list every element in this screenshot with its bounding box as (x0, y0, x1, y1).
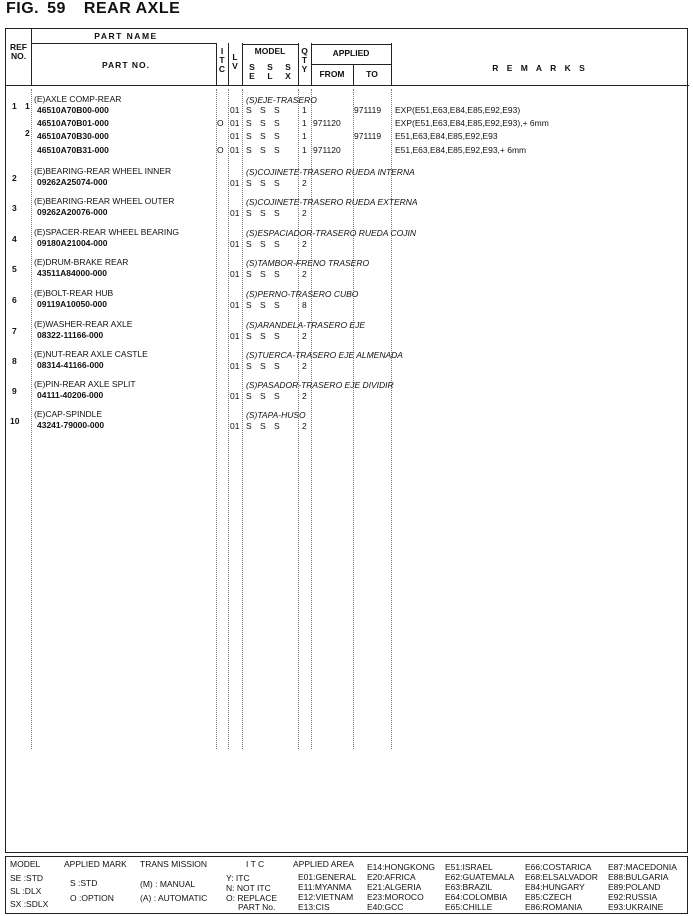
legend-itc-title: I T C (246, 859, 265, 869)
part-number: 08314-41166-000 (37, 360, 104, 370)
legend-model: SL :DLX (10, 886, 42, 896)
model-values: S S S (246, 269, 280, 279)
legend-itc: N: NOT ITC (226, 883, 271, 893)
applied-to: 971119 (354, 105, 382, 115)
figure-title (6, 0, 180, 18)
legend-area: E21:ALGERIA (367, 882, 422, 892)
fig-name: REAR AXLE (83, 0, 181, 17)
itc-header: I T C (218, 46, 226, 74)
part-number: 43511A84000-000 (37, 268, 107, 278)
legend-area: E64:COLOMBIA (445, 892, 508, 902)
lv-value: 01 (230, 331, 240, 341)
legend-area: E40:GCC (367, 902, 404, 912)
ref-number: 7 (12, 326, 17, 336)
legend-area: E20:AFRICA (367, 872, 416, 882)
model-values: S S S (246, 239, 280, 249)
part-number: 08322-11166-000 (37, 330, 104, 340)
spanish-name: (S)COJINETE-TRASERO RUEDA EXTERNA (246, 197, 418, 207)
model-values: S S S (246, 178, 280, 188)
spanish-name: (S)ARANDELA-TRASERO EJE (246, 320, 366, 330)
part-name: (E)WASHER-REAR AXLE (34, 319, 133, 329)
legend-area: E87:MACEDONIA (608, 862, 677, 872)
model-values: S S S (246, 300, 280, 310)
itc-value: O (217, 118, 224, 128)
lv-header: L V (232, 52, 238, 71)
part-number: 46510A70B01-000 (37, 118, 109, 128)
applied-from: 971120 (313, 145, 341, 155)
lv-value: 01 (230, 178, 240, 188)
part-name: (E)NUT-REAR AXLE CASTLE (34, 349, 148, 359)
part-number: 09262A20076-000 (37, 207, 108, 217)
legend-area: E89:POLAND (608, 882, 661, 892)
part-number: 46510A70B31-000 (37, 145, 109, 155)
spanish-name: (S)TAMBOR-FRENO TRASERO (246, 258, 370, 268)
ref-number: 4 (12, 234, 17, 244)
fig-number: 59 (47, 0, 66, 17)
model-values: S S S (246, 105, 280, 115)
part-name: (E)BEARING-REAR WHEEL OUTER (34, 196, 175, 206)
qty-value: 8 (302, 300, 307, 310)
model-values: S S S (246, 331, 280, 341)
part-number: 43241-79000-000 (37, 420, 105, 430)
parts-table (5, 28, 688, 853)
legend-area: E86:ROMANIA (525, 902, 583, 912)
part-name: (E)DRUM-BRAKE REAR (34, 257, 129, 267)
qty-value: 1 (302, 105, 307, 115)
qty-value: 2 (302, 178, 307, 188)
remarks-value: EXP(E51,E63,E84,E85,E92,E93),+ 6mm (395, 118, 549, 128)
legend-area: E66:COSTARICA (525, 862, 592, 872)
model-values: S S S (246, 208, 280, 218)
spanish-name: (S)PERNO-TRASERO CUBO (246, 289, 359, 299)
applied-header: APPLIED (332, 48, 370, 58)
lv-value: 01 (230, 131, 240, 141)
remarks-header: R E M A R K S (492, 63, 588, 73)
qty-value: 2 (302, 331, 307, 341)
model-values: S S S (246, 145, 280, 155)
qty-value: 2 (302, 208, 307, 218)
legend-itc: PART No. (238, 902, 276, 912)
qty-value: 1 (302, 118, 307, 128)
legend-trans: (A) : AUTOMATIC (140, 893, 208, 903)
from-header: FROM (319, 69, 345, 79)
model-values: S S S (246, 118, 280, 128)
model-col-se: S E (249, 62, 255, 81)
ref-number: 5 (12, 264, 17, 274)
qty-value: 2 (302, 391, 307, 401)
spanish-name: (S)COJINETE-TRASERO RUEDA INTERNA (246, 167, 415, 177)
legend-applied-mark: O :OPTION (70, 893, 114, 903)
legend-area: E51:ISRAEL (445, 862, 493, 872)
sub-number: 1 (25, 101, 30, 111)
applied-to: 971119 (354, 131, 382, 141)
to-header: TO (366, 69, 378, 79)
lv-value: 01 (230, 300, 240, 310)
ref-number: 2 (12, 173, 17, 183)
legend-area: E11:MYANMA (298, 882, 352, 892)
legend-trans: (M) : MANUAL (140, 879, 196, 889)
spanish-name: (S)ESPACIADOR-TRASERO RUEDA COJIN (246, 228, 417, 238)
ref-number: 3 (12, 203, 17, 213)
qty-value: 2 (302, 361, 307, 371)
ref-number: 6 (12, 295, 17, 305)
ref-number: 10 (10, 416, 20, 426)
lv-value: 01 (230, 421, 240, 431)
itc-value: O (217, 145, 224, 155)
legend-applied-mark: S :STD (70, 878, 98, 888)
legend-trans-title: TRANS MISSION (140, 859, 208, 869)
legend-area-title: APPLIED AREA (293, 859, 354, 869)
legend-area: E92:RUSSIA (608, 892, 658, 902)
model-values: S S S (246, 421, 280, 431)
applied-from: 971120 (313, 118, 341, 128)
spanish-name: (S)TUERCA-TRASERO EJE ALMENADA (246, 350, 403, 360)
legend-model: SE :STD (10, 873, 44, 883)
spanish-name: (S)EJE-TRASERO (246, 95, 317, 105)
qty-value: 1 (302, 131, 307, 141)
qty-value: 2 (302, 421, 307, 431)
fig-label: FIG. (6, 0, 40, 17)
lv-value: 01 (230, 105, 240, 115)
part-number: 09180A21004-000 (37, 238, 108, 248)
part-number: 46510A70B30-000 (37, 131, 109, 141)
legend-area: E12:VIETNAM (298, 892, 354, 902)
model-values: S S S (246, 361, 280, 371)
legend-area: E68:ELSALVADOR (525, 872, 598, 882)
model-values: S S S (246, 131, 280, 141)
legend-area: E88:BULGARIA (608, 872, 669, 882)
part-name: (E)SPACER-REAR WHEEL BEARING (34, 227, 179, 237)
part-number: 09262A25074-000 (37, 177, 108, 187)
part-number: 09119A10050-000 (37, 299, 107, 309)
lv-value: 01 (230, 391, 240, 401)
legend (5, 856, 688, 914)
legend-area: E01:GENERAL (298, 872, 357, 882)
qty-value: 1 (302, 145, 307, 155)
remarks-value: E51,E63,E84,E85,E92,E93,+ 6mm (395, 145, 527, 155)
legend-area: E85:CZECH (525, 892, 572, 902)
legend-area: E93:UKRAINE (608, 902, 664, 912)
part-name: (E)PIN-REAR AXLE SPLIT (34, 379, 136, 389)
ref-number: 9 (12, 386, 17, 396)
part-no-header: PART NO. (102, 60, 150, 70)
legend-area: E23:MOROCO (367, 892, 424, 902)
model-values: S S S (246, 391, 280, 401)
model-header: MODEL (254, 46, 286, 56)
legend-area: E14:HONGKONG (367, 862, 436, 872)
legend-area: E63:BRAZIL (445, 882, 493, 892)
part-number: 04111-40206-000 (37, 390, 104, 400)
part-number: 46510A70B00-000 (37, 105, 109, 115)
qty-value: 2 (302, 239, 307, 249)
legend-area: E13:CIS (298, 902, 330, 912)
legend-applied-mark-title: APPLIED MARK (64, 859, 127, 869)
spanish-name: (S)PASADOR-TRASERO EJE DIVIDIR (246, 380, 394, 390)
lv-value: 01 (230, 145, 240, 155)
ref-number: 1 (12, 101, 17, 111)
part-name: (E)BOLT-REAR HUB (34, 288, 114, 298)
legend-itc: Y: ITC (226, 873, 250, 883)
lv-value: 01 (230, 269, 240, 279)
model-col-sl: S L (267, 62, 273, 81)
ref-no-header: REF NO. (10, 42, 27, 61)
legend-model-title: MODEL (10, 859, 41, 869)
part-name: (E)BEARING-REAR WHEEL INNER (34, 166, 172, 176)
qty-header: Q T Y (301, 46, 308, 74)
part-name: (E)AXLE COMP-REAR (34, 94, 122, 104)
legend-area: E62:GUATEMALA (445, 872, 515, 882)
ref-number: 8 (12, 356, 17, 366)
qty-value: 2 (302, 269, 307, 279)
spanish-name: (S)TAPA-HUSO (246, 410, 306, 420)
sub-number: 2 (25, 128, 30, 138)
remarks-value: E51,E63,E84,E85,E92,E93 (395, 131, 498, 141)
part-name: (E)CAP-SPINDLE (34, 409, 103, 419)
model-col-sx: S X (285, 62, 291, 81)
legend-area: E65:CHILLE (445, 902, 493, 912)
lv-value: 01 (230, 239, 240, 249)
legend-itc: O: REPLACE (226, 893, 278, 903)
lv-value: 01 (230, 118, 240, 128)
legend-area: E84:HUNGARY (525, 882, 585, 892)
part-name-header: PART NAME (94, 31, 158, 41)
legend-model: SX :SDLX (10, 899, 49, 909)
lv-value: 01 (230, 361, 240, 371)
remarks-value: EXP(E51,E63,E84,E85,E92,E93) (395, 105, 521, 115)
lv-value: 01 (230, 208, 240, 218)
